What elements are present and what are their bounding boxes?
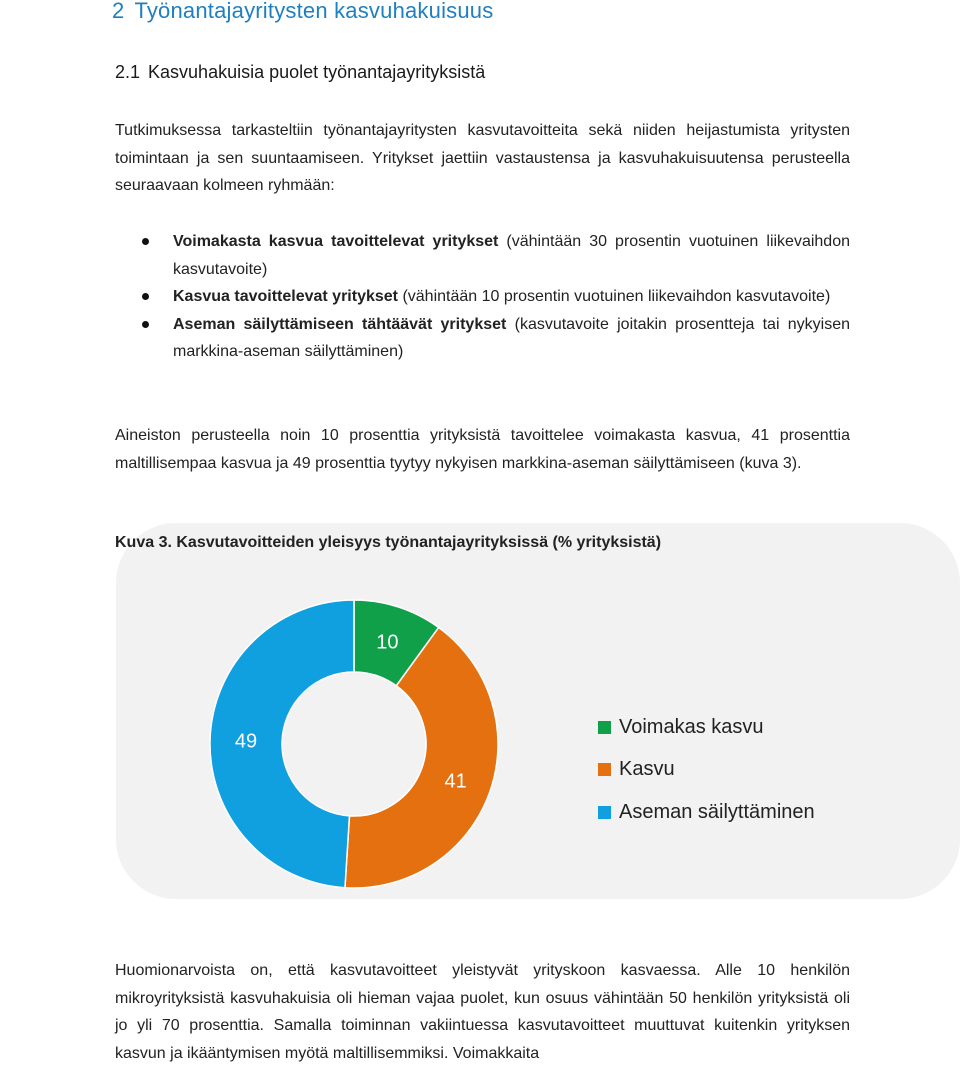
donut-slice-aseman-sailyttaminen	[210, 600, 354, 888]
legend-item-aseman-sailyttaminen	[598, 791, 815, 834]
group-description: (kasvutavoite joitakin prosentteja tai nykyisen markkina-aseman säilyttäminen)	[173, 315, 851, 360]
legend-swatch	[598, 721, 611, 734]
figure-caption: Kuva 3. Kasvutavoitteiden yleisyys työnantajayrityksissä (% yrityksistä)	[115, 534, 662, 551]
legend-swatch	[598, 806, 611, 819]
slice-label-kasvu: 41	[444, 770, 467, 793]
section-title: Työnantajayritysten kasvuhakuisuus	[134, 0, 494, 23]
chart-legend	[598, 706, 815, 834]
legend-label: Aseman säilyttäminen	[619, 800, 815, 823]
legend-swatch	[598, 763, 611, 776]
legend-label: Voimakas kasvu	[619, 715, 764, 738]
legend-item-kasvu	[598, 749, 815, 792]
slice-label-voimakas-kasvu: 10	[376, 631, 399, 654]
intro-paragraph: Tutkimuksessa tarkasteltiin työnantajayritysten kasvutavoitteita sekä niiden heijastumista yritysten toimintaan ja sen suuntaamiseen. Yritykset jaettiin vastaustensa ja kasvuhakuisuutensa perusteella seuraavaan kolmeen ryhmään:	[115, 122, 850, 194]
closing-paragraph: Huomionarvoista on, että kasvutavoitteet yleistyvät yrityskoon kasvaessa. Alle 10 henkilön mikroyrityksistä kasvuhakuisia oli hieman vajaa puolet, kun osuus vähintään 50 henkilön yrityksistä oli jo yli 70 prosenttia. Samalla toiminnan vakiintuessa kasvutavoitteet muuttuvat kuitenkin yrityksen kasvun ja ikääntymisen myötä maltillisemmiksi. Voimakkaita	[115, 962, 850, 1062]
group-name: Aseman säilyttämiseen tähtäävät yritykset	[173, 315, 507, 333]
legend-item-voimakas-kasvu	[598, 706, 815, 749]
group-description: (vähintään 30 prosentin vuotuinen liikevaihdon kasvutavoite)	[173, 233, 850, 278]
group-name: Kasvua tavoittelevat yritykset	[173, 288, 398, 305]
slice-label-aseman-sailyttaminen: 49	[234, 730, 258, 753]
group-description: (vähintään 10 prosentin vuotuinen liikevaihdon kasvutavoite)	[398, 288, 831, 305]
subsection-title: Kasvuhakuisia puolet työnantajayrityksistä	[148, 62, 486, 82]
legend-label: Kasvu	[619, 758, 675, 781]
section-number: 2	[112, 0, 125, 23]
group-name: Voimakasta kasvua tavoittelevat yritykset	[173, 233, 499, 250]
summary-paragraph: Aineiston perusteella noin 10 prosenttia yrityksistä tavoittelee voimakasta kasvua, 41 prosenttia maltillisempaa kasvua ja 49 prosenttia tyytyy nykyisen markkina-aseman säilyttämiseen (kuva 3).	[115, 427, 850, 472]
subsection-number: 2.1	[115, 62, 141, 82]
